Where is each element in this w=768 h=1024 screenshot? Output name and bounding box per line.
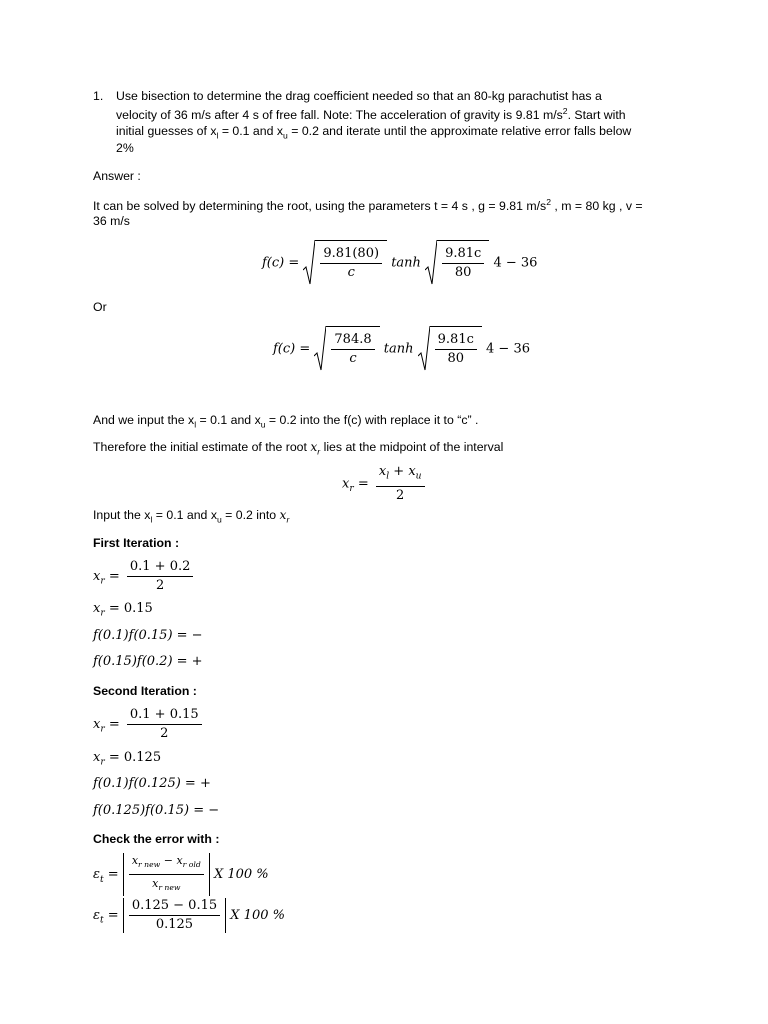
second-iteration-label: Second Iteration : (93, 684, 197, 698)
second-iteration-xr-fraction: $x_r$ = $\frac{0.1 + 0.15}{2}$ (93, 707, 205, 742)
problem-line-3: initial guesses of $x_l = 0.1$ and $x_u = 0.2$ and iterate until the approximate relative error falls below (116, 124, 632, 141)
input-line: And we input the $x_l = 0.1$ and $x_u = 0.2$ into the f(c) with replace it to “c” . (93, 413, 479, 430)
second-iteration-f1: f(0.1)f(0.125) = + (93, 776, 211, 791)
equation-fc-2: f(c) = $\frac{784.8}{c}$ tanh $\frac{9.81c}{80}$ 4 − 36 (273, 326, 530, 372)
or-label: Or (93, 300, 107, 314)
intro-line-2: 36 m/s (93, 214, 130, 228)
problem-line-2: velocity of 36 m/s after 4 s of free fall. Note: The acceleration of gravity is 9.81 $m/s^2$. Start with (116, 106, 626, 123)
first-iteration-f1: f(0.1)f(0.15) = − (93, 628, 203, 643)
intro-line-1: It can be solved by determining the root, using the parameters t = 4 s , g = 9.81 $m/s^2$ , m = 80 kg , v = (93, 197, 643, 214)
midpoint-equation: $x_r$ = $\frac{x_l + x_u}{2}$ (342, 464, 428, 504)
input-xr-line: Input the $x_l = 0.1$ and $x_u = 0.2$ into $x_r$ (93, 508, 290, 525)
first-iteration-xr-fraction: $x_r$ = $\frac{0.1 + 0.2}{2}$ (93, 559, 196, 594)
error-formula-values: $\varepsilon_t$ = $\frac{0.125 - 0.15}{0.125}$ X 100 % (93, 898, 285, 932)
problem-line-4: 2% (116, 141, 134, 155)
error-formula: $\varepsilon_t$ = $\frac{x_{r new} - x_{r old}}{x_{r new}}$ X 100 % (93, 853, 269, 896)
equation-fc-1: f(c) = $\frac{9.81(80)}{c}$ tanh $\frac{9.81c}{80}$ 4 − 36 (262, 240, 537, 286)
midpoint-line: Therefore the initial estimate of the root $x_r$ lies at the midpoint of the interval (93, 440, 504, 457)
problem-number: 1. (93, 89, 104, 103)
answer-label: Answer : (93, 169, 141, 183)
first-iteration-label: First Iteration : (93, 536, 180, 550)
second-iteration-f2: f(0.125)f(0.15) = − (93, 803, 220, 818)
problem-line-1: Use bisection to determine the drag coefficient needed so that an 80-kg parachutist has a (116, 89, 602, 103)
first-iteration-f2: f(0.15)f(0.2) = + (93, 654, 203, 669)
second-iteration-xr-value: $x_r = 0.125$ (93, 750, 162, 768)
first-iteration-xr-value: $x_r = 0.15$ (93, 601, 153, 619)
check-error-label: Check the error with : (93, 832, 220, 846)
